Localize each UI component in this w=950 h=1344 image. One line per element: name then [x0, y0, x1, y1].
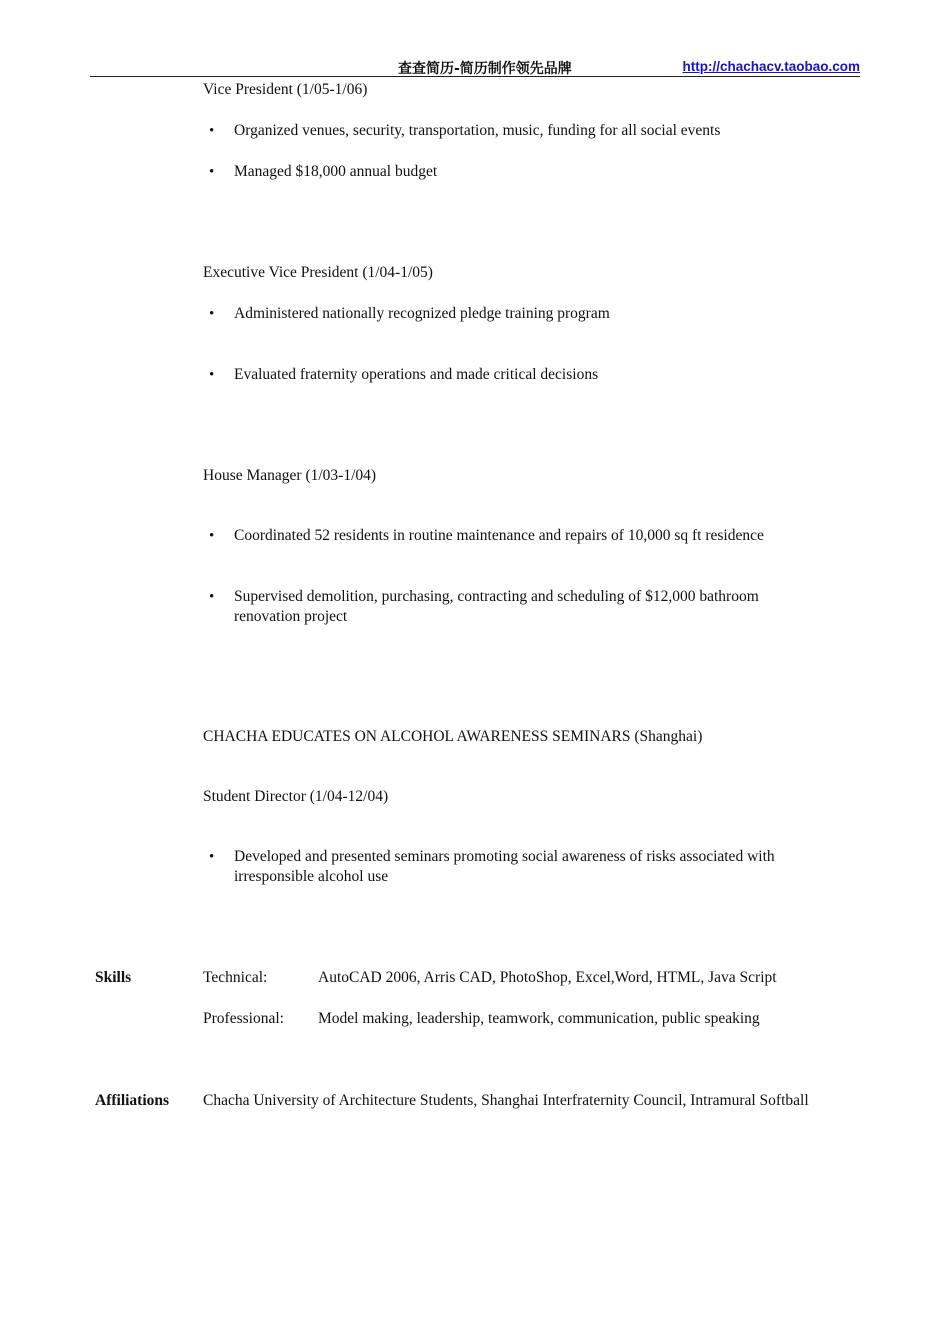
role-title-house-manager: House Manager (1/03-1/04)	[203, 467, 377, 484]
bullet-icon: •	[209, 528, 215, 544]
bullet-icon: •	[209, 849, 215, 865]
organization-role: Student Director (1/04-12/04)	[203, 788, 389, 805]
header-link[interactable]: http://chachacv.taobao.com	[682, 59, 860, 74]
role-bullet: Administered nationally recognized pledge training program	[234, 305, 610, 322]
role-title-vice-president: Vice President (1/05-1/06)	[203, 81, 368, 98]
organization-bullet: Developed and presented seminars promoting social awareness of risks associated with irresponsible alcohol use	[234, 848, 775, 885]
role-bullet: Managed $18,000 annual budget	[234, 163, 438, 180]
role-bullet: Evaluated fraternity operations and made critical decisions	[234, 366, 599, 383]
bullet-icon: •	[209, 367, 215, 383]
bullet-icon: •	[209, 164, 215, 180]
professional-label: Professional:	[203, 1010, 284, 1027]
role-bullet: Organized venues, security, transportation, music, funding for all social events	[234, 122, 721, 139]
page-header	[90, 58, 860, 77]
role-bullet: Supervised demolition, purchasing, contracting and scheduling of $12,000 bathroom renovation project	[234, 588, 759, 625]
bullet-icon: •	[209, 123, 215, 139]
technical-value: AutoCAD 2006, Arris CAD, PhotoShop, Excel,Word, HTML, Java Script	[318, 969, 777, 986]
affiliations-value: Chacha University of Architecture Students, Shanghai Interfraternity Council, Intramural Softball	[203, 1092, 809, 1109]
professional-value: Model making, leadership, teamwork, communication, public speaking	[318, 1010, 760, 1027]
bullet-icon: •	[209, 306, 215, 322]
technical-label: Technical:	[203, 969, 268, 986]
affiliations-heading: Affiliations	[95, 1092, 170, 1109]
skills-heading: Skills	[95, 969, 132, 986]
role-title-executive-vice-president: Executive Vice President (1/04-1/05)	[203, 264, 433, 281]
organization-name: CHACHA EDUCATES ON ALCOHOL AWARENESS SEMINARS (Shanghai)	[203, 728, 703, 745]
bullet-icon: •	[209, 589, 215, 605]
header-title: 查查简历-简历制作领先品牌	[398, 61, 572, 77]
role-bullet: Coordinated 52 residents in routine maintenance and repairs of 10,000 sq ft residence	[234, 527, 764, 544]
